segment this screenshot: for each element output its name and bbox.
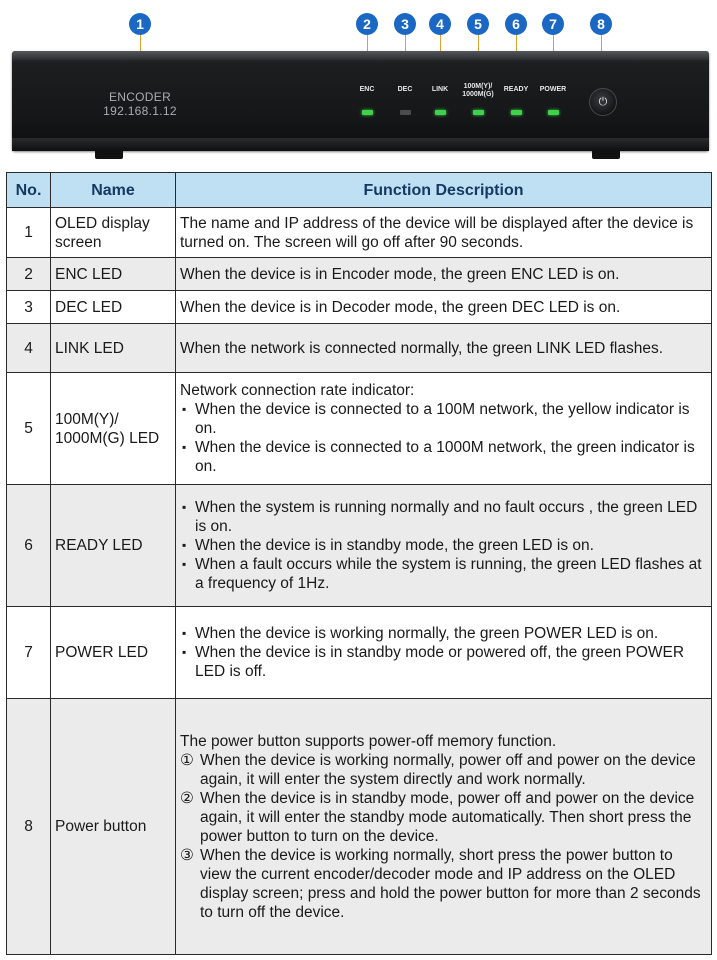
callout-marker-3: 3: [394, 13, 416, 35]
description-step: [180, 846, 707, 922]
row-number: 6: [7, 485, 51, 607]
function-table: [6, 172, 712, 955]
led-label-enc: ENC: [359, 86, 375, 93]
row-number: 8: [7, 699, 51, 955]
led-label-dec: DEC: [397, 86, 413, 93]
callout-marker-5: 5: [467, 13, 489, 35]
table-row: [7, 291, 712, 324]
table-row: [7, 258, 712, 291]
row-number: 2: [7, 258, 51, 291]
row-name: DEC LED: [51, 291, 176, 324]
device-foot: [592, 151, 620, 159]
table-row: [7, 324, 712, 373]
step-number: ①: [180, 751, 194, 769]
led-label-ready: READY: [503, 86, 529, 93]
row-description: [176, 485, 712, 607]
description-bullet: ▪ When the device is in standby mode, the green LED is on.: [180, 536, 707, 555]
table-row: [7, 208, 712, 258]
led-label-link: LINK: [431, 86, 449, 93]
description-bullet: ▪ When a fault occurs while the system is running, the green LED flashes at a frequency of 1Hz.: [180, 555, 707, 593]
description-bullet: ▪ When the device is in standby mode or powered off, the green POWER LED is off.: [180, 643, 707, 681]
row-name: READY LED: [51, 485, 176, 607]
power-button[interactable]: [589, 88, 617, 116]
row-number: 4: [7, 324, 51, 373]
row-description: [176, 373, 712, 485]
description-step: [180, 789, 707, 846]
oled-device-name: ENCODER: [108, 90, 172, 104]
enc-led: [362, 110, 373, 115]
table-row: [7, 607, 712, 699]
device-front-panel: [0, 0, 717, 175]
description-bullet: ▪ When the device is connected to a 1000M network, the green indicator is on.: [180, 438, 707, 476]
led-label-rate: 100M(Y)/ 1000M(G): [462, 83, 494, 98]
power-icon: ⏻: [598, 96, 608, 108]
row-number: 7: [7, 607, 51, 699]
table-row: [7, 699, 712, 955]
oled-ip-address: 192.168.1.12: [103, 104, 177, 118]
description-bullet: ▪ When the device is working normally, the green POWER LED is on.: [180, 624, 707, 643]
led-label-power: POWER: [539, 86, 567, 93]
link-led: [435, 110, 446, 115]
chassis-bottom-edge: [12, 138, 709, 151]
description-step: [180, 751, 707, 789]
callout-marker-6: 6: [505, 13, 527, 35]
row-description: [176, 607, 712, 699]
step-text: When the device is in standby mode, power off and power on the device again, it will enter the standby mode automatically. Then short press the power button to turn on the device.: [200, 789, 695, 845]
step-number: ③: [180, 846, 194, 864]
power-led: [548, 110, 559, 115]
row-description: When the network is connected normally, the green LINK LED flashes.: [176, 324, 712, 373]
row-name: ENC LED: [51, 258, 176, 291]
rate-led: [473, 110, 484, 115]
callout-marker-7: 7: [542, 13, 564, 35]
row-number: 3: [7, 291, 51, 324]
ready-led: [511, 110, 522, 115]
row-name: LINK LED: [51, 324, 176, 373]
chassis-top-edge: [12, 51, 709, 60]
description-intro: The power button supports power-off memory function.: [180, 732, 557, 750]
description-bullet: ▪ When the system is running normally and no fault occurs , the green LED is on.: [180, 498, 707, 536]
row-name: OLED display screen: [51, 208, 176, 258]
row-description: When the device is in Decoder mode, the green DEC LED is on.: [176, 291, 712, 324]
step-text: When the device is working normally, power off and power on the device again, it will enter the system directly and work normally.: [200, 751, 696, 788]
row-number: 5: [7, 373, 51, 485]
callout-marker-1: 1: [129, 13, 151, 35]
row-name: Power button: [51, 699, 176, 955]
row-number: 1: [7, 208, 51, 258]
dec-led: [400, 110, 411, 115]
callout-marker-4: 4: [429, 13, 451, 35]
row-name: 100M(Y)/ 1000M(G) LED: [51, 373, 176, 485]
step-text: When the device is working normally, short press the power button to view the current encoder/decoder mode and IP address on the OLED display screen; press and hold the power button for more than 2 seconds to turn off the device.: [200, 846, 701, 921]
description-bullet: ▪ When the device is connected to a 100M network, the yellow indicator is on.: [180, 400, 707, 438]
row-description: When the device is in Encoder mode, the green ENC LED is on.: [176, 258, 712, 291]
header-description: Function Description: [176, 173, 712, 208]
row-name: POWER LED: [51, 607, 176, 699]
table-row: [7, 485, 712, 607]
header-no: No.: [7, 173, 51, 208]
callout-marker-2: 2: [356, 13, 378, 35]
row-description: [176, 699, 712, 955]
step-number: ②: [180, 789, 194, 807]
table-header-row: [7, 173, 712, 208]
table-row: [7, 373, 712, 485]
header-name: Name: [51, 173, 176, 208]
device-foot: [95, 151, 123, 159]
callout-marker-8: 8: [590, 13, 612, 35]
description-intro: Network connection rate indicator:: [180, 382, 415, 399]
row-description: The name and IP address of the device will be displayed after the device is turned on. The screen will go off after 90 seconds.: [176, 208, 712, 258]
